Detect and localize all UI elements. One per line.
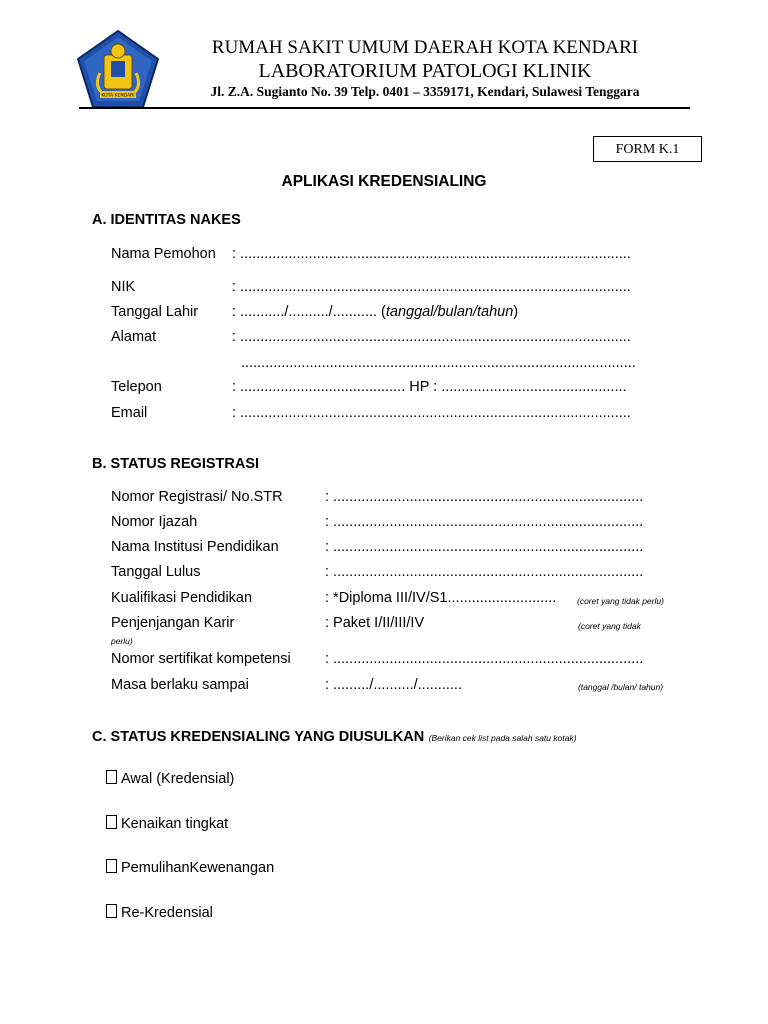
- option-awal[interactable]: [106, 770, 234, 787]
- checkbox-icon[interactable]: [106, 859, 117, 873]
- tgl-lahir-field[interactable]: [232, 304, 518, 320]
- option-awal-label: Awal (Kredensial): [121, 771, 235, 787]
- option-kenaikan[interactable]: [106, 815, 228, 832]
- tgl-lulus-label: Tanggal Lulus: [111, 564, 201, 580]
- section-c-note: (Berikan cek list pada salah satu kotak): [428, 733, 577, 743]
- checkbox-icon[interactable]: [106, 815, 117, 829]
- karir-note: (coret yang tidak: [578, 621, 641, 631]
- address: Jl. Z.A. Sugianto No. 39 Telp. 0401 – 3359171, Kendari, Sulawesi Tenggara: [210, 84, 640, 99]
- nama-field[interactable]: : .................................................................................................: [232, 246, 631, 262]
- institusi-label: Nama Institusi Pendidikan: [111, 539, 279, 555]
- karir-field[interactable]: : Paket I/II/III/IV: [325, 615, 425, 631]
- kualifikasi-label: Kualifikasi Pendidikan: [111, 590, 253, 606]
- email-field[interactable]: : .................................................................................................: [232, 405, 631, 421]
- karir-label: Penjenjangan Karir: [111, 615, 235, 631]
- sertifikat-field[interactable]: : .............................................................................: [325, 651, 644, 667]
- hospital-name: RUMAH SAKIT UMUM DAERAH KOTA KENDARI: [211, 37, 639, 58]
- section-c-header: [92, 728, 577, 746]
- checkbox-icon[interactable]: [106, 770, 117, 784]
- tgl-lahir-close: ): [513, 304, 519, 320]
- nik-field[interactable]: : .................................................................................................: [232, 279, 631, 295]
- option-rekredensial[interactable]: [106, 904, 213, 921]
- header-divider: [79, 107, 690, 109]
- section-a-heading: A. IDENTITAS NAKES: [92, 212, 241, 228]
- kualifikasi-field[interactable]: : *Diploma III/IV/S1...........................: [325, 590, 557, 606]
- masa-berlaku-label: Masa berlaku sampai: [111, 677, 249, 693]
- alamat-label: Alamat: [111, 329, 157, 345]
- karir-note-cont: perlu): [111, 636, 133, 646]
- sertifikat-label: Nomor sertifikat kompetensi: [111, 651, 291, 667]
- alamat-field-2[interactable]: ..................................................................................................: [241, 355, 636, 371]
- no-registrasi-label: Nomor Registrasi/ No.STR: [111, 489, 283, 505]
- tgl-lulus-field[interactable]: : .............................................................................: [325, 564, 644, 580]
- logo-text: KOTA KENDARI: [101, 93, 135, 99]
- section-b-heading: B. STATUS REGISTRASI: [92, 456, 260, 472]
- city-emblem-logo: [76, 29, 160, 109]
- document-title: APLIKASI KREDENSIALING: [281, 173, 487, 190]
- option-pemulihan[interactable]: [106, 859, 274, 876]
- lab-name: LABORATORIUM PATOLOGI KLINIK: [258, 60, 592, 82]
- checkbox-icon[interactable]: [106, 904, 117, 918]
- masa-berlaku-note: (tanggal /bulan/ tahun): [578, 682, 664, 692]
- option-rekredensial-label: Re-Kredensial: [121, 905, 213, 921]
- no-ijazah-field[interactable]: : .............................................................................: [325, 514, 644, 530]
- telepon-field[interactable]: : ......................................... HP : ..............................................: [232, 379, 627, 395]
- option-pemulihan-label: PemulihanKewenangan: [121, 860, 275, 876]
- tgl-lahir-label: Tanggal Lahir: [111, 304, 199, 320]
- no-ijazah-label: Nomor Ijazah: [111, 514, 198, 530]
- kualifikasi-note: (coret yang tidak perlu): [577, 596, 664, 606]
- masa-berlaku-field[interactable]: : ........./........../...........: [325, 677, 462, 693]
- institusi-field[interactable]: : .............................................................................: [325, 539, 644, 555]
- tgl-lahir-format: tanggal/bulan/tahun: [385, 304, 514, 320]
- form-code-box: FORM K.1: [593, 136, 702, 162]
- nik-label: NIK: [111, 279, 136, 295]
- email-label: Email: [111, 405, 148, 421]
- alamat-field-1[interactable]: : .................................................................................................: [232, 329, 631, 345]
- option-kenaikan-label: Kenaikan tingkat: [121, 816, 229, 832]
- no-registrasi-field[interactable]: : .............................................................................: [325, 489, 644, 505]
- section-c-heading: C. STATUS KREDENSIALING YANG DIUSULKAN: [92, 729, 425, 745]
- nama-label: Nama Pemohon: [111, 246, 216, 262]
- telepon-label: Telepon: [111, 379, 162, 395]
- tgl-lahir-value: : .........../........../........... (: [232, 304, 386, 320]
